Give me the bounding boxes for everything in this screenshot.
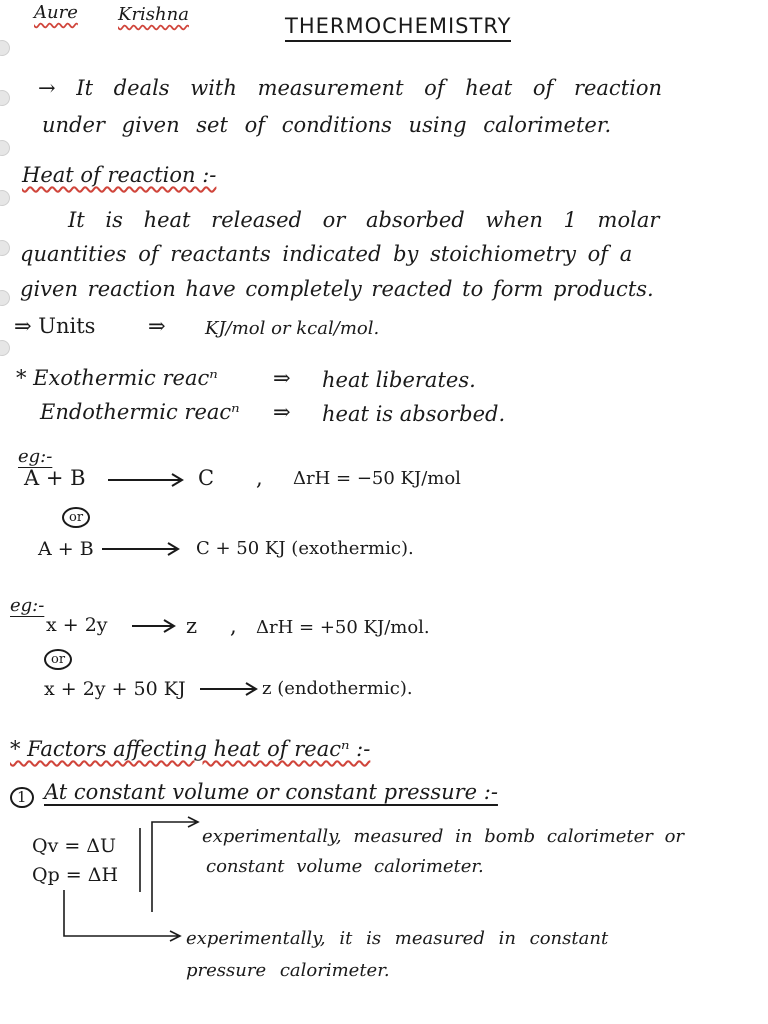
example-1-alt-product: C + 50 KJ (exothermic). [196,538,414,559]
note-2-line-1: experimentally, it is measured in constant [186,928,609,949]
example-2-or: or [44,644,72,670]
example-1-label: eg:- [18,446,53,467]
units-value: KJ/mol or kcal/mol. [205,318,380,339]
example-1-product: C [198,466,215,490]
page-title: THERMOCHEMISTRY [285,14,511,42]
example-1-alt-reactants: A + B [38,538,94,560]
definition-line-2: quantities of reactants indicated by stoichiometry of a [20,242,633,266]
units-arrow-icon: ⇒ [148,314,166,338]
example-2-product: z [186,614,198,638]
example-2-label: eg:- [10,595,45,616]
author-first-name: Aure [34,2,78,23]
reaction-arrow-icon [108,474,182,486]
intro-line-2: under given set of conditions using calorimeter. [42,113,612,137]
qv-equation: Qv = ΔU [32,835,117,857]
exothermic-label: * Exothermic reacⁿ [16,366,218,390]
reaction-arrow-icon [102,543,178,555]
note-1-line-1: experimentally, measured in bomb calorimeter or [202,826,685,847]
example-1-reactants: A + B [24,466,86,490]
factor-1-text: At constant volume or constant pressure :- [44,780,498,804]
exothermic-arrow-icon: ⇒ [273,366,291,390]
endothermic-value: heat is absorbed. [322,402,506,426]
connector-arrow-icon [152,817,198,912]
author-last-name: Krishna [118,4,189,25]
qp-equation: Qp = ΔH [32,864,119,886]
reaction-arrow-icon [200,683,256,695]
note-2-line-2: pressure calorimeter. [186,960,390,981]
example-1-enthalpy: ΔrH = −50 KJ/mol [293,468,461,489]
definition-line-1: It is heat released or absorbed when 1 molar [68,208,660,232]
factors-heading: * Factors affecting heat of reacⁿ :- [10,737,371,761]
units-label: ⇒ Units [14,314,96,338]
example-1-or: or [62,502,90,528]
example-2-enthalpy: ΔrH = +50 KJ/mol. [256,617,430,638]
endothermic-arrow-icon: ⇒ [273,400,291,424]
factor-1-number: 1 [10,783,34,808]
endothermic-label: Endothermic reacⁿ [40,400,240,424]
exothermic-value: heat liberates. [322,368,476,392]
connector-arrow-icon [64,890,180,941]
reaction-arrow-icon [132,620,174,632]
notebook-page: Aure Krishna THERMOCHEMISTRY → It deals with measurement of heat of reaction under given set of conditions using calorimeter. Heat of reaction :- It is heat released or absorbed when 1 molar quantities of reactants indicated by stoichiometry of a given reaction have completely reacted to form products. ⇒ Units ⇒ KJ/mol or kcal/mol. * Exothermic reacⁿ ⇒ heat liberates. Endothermic reacⁿ ⇒ heat is absorbed. eg:- A + B C , ΔrH = −50 KJ/mol or A + B C + 50 KJ (exothermic). eg:- x + 2y z , ΔrH = +50 KJ/mol. or x + 2y + 50 KJ z (endothermic). * Factors affecting heat of reacⁿ :- 1 At constant volume or constant pressure :- Qv = ΔU Qp = ΔH experimentally, measured in bomb calorimeter or constant volume calorimeter. experimentally, it is measured in constant pressure calorimeter. [0,0,768,1024]
example-2-alt-reactants: x + 2y + 50 KJ [44,678,186,700]
note-1-line-2: constant volume calorimeter. [206,856,484,877]
intro-line-1: → It deals with measurement of heat of reaction [38,76,663,100]
example-2-reactants: x + 2y [46,614,108,636]
definition-line-3: given reaction have completely reacted to form products. [20,277,654,301]
heat-of-reaction-heading: Heat of reaction :- [22,163,217,187]
example-2-alt-product: z (endothermic). [262,678,413,699]
